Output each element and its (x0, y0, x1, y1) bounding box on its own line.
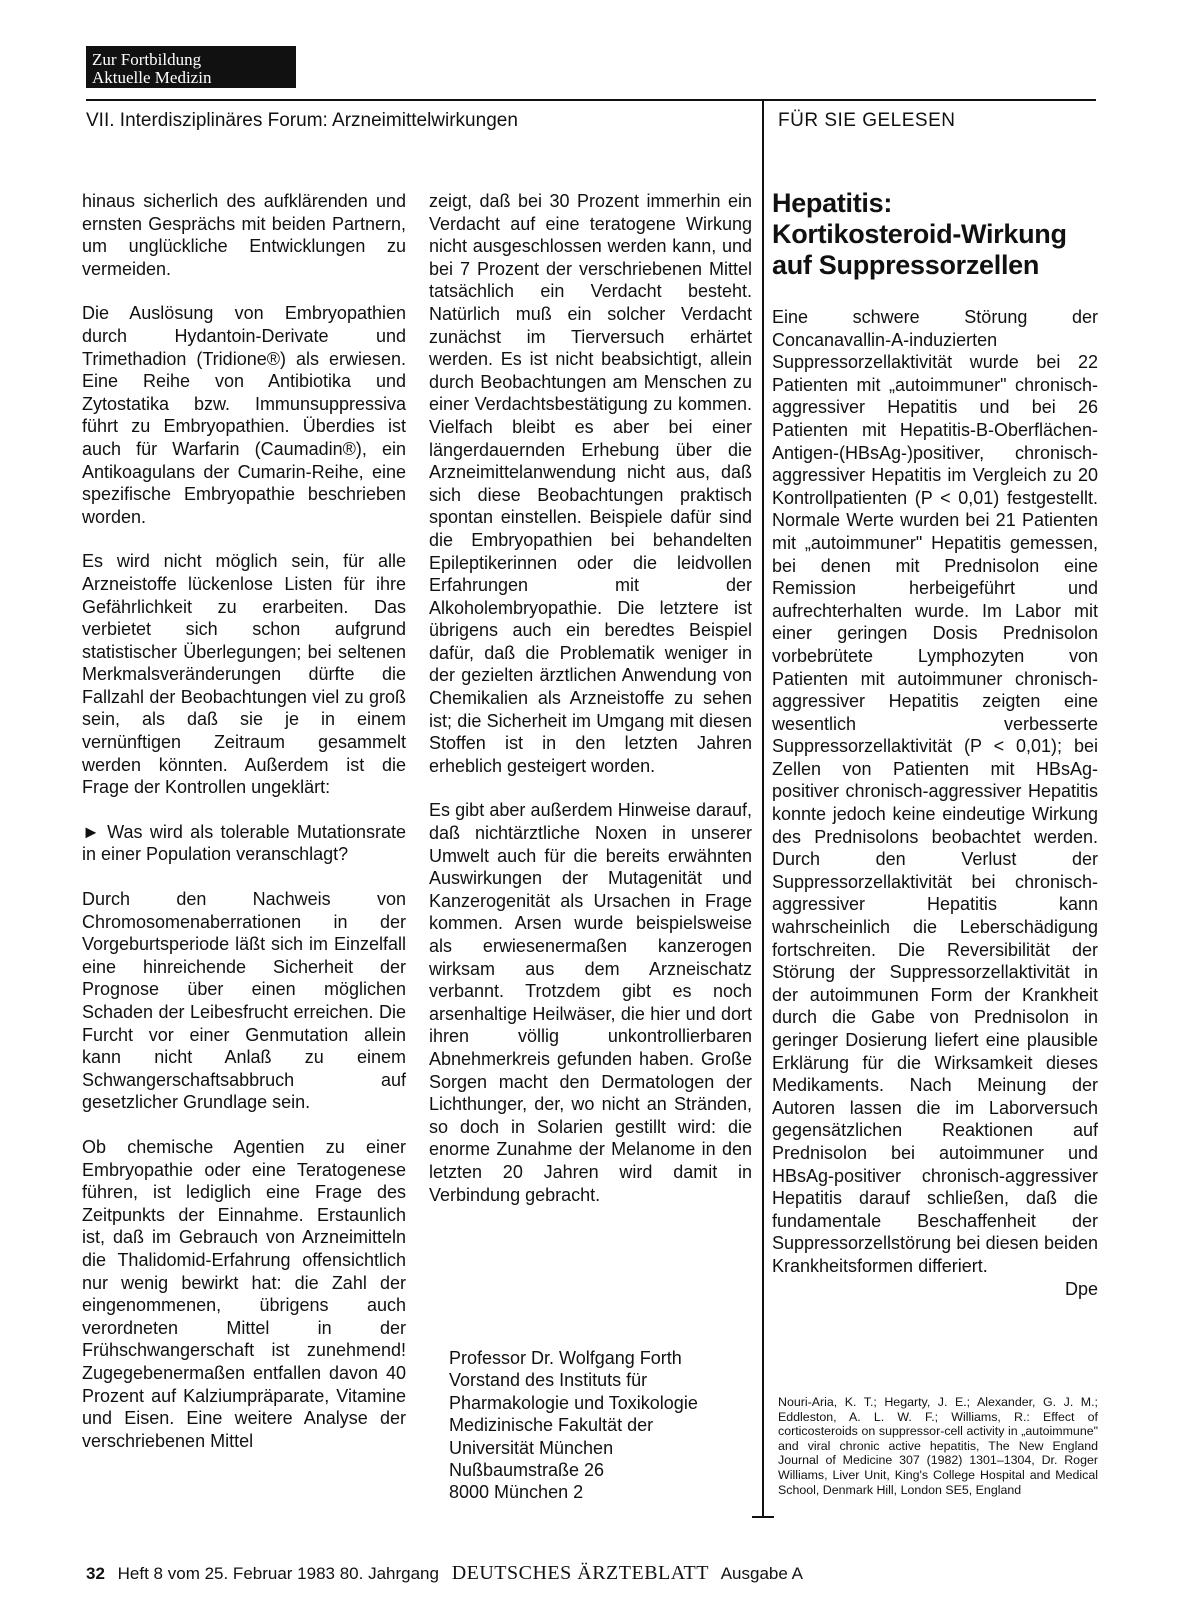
paragraph: hinaus sicherlich des aufklärenden und ernsten Gesprächs mit beiden Partnern, um unglückliche Entwicklungen zu vermeiden. (82, 191, 406, 279)
section-tag-line2: Aktuelle Medizin (92, 68, 212, 87)
article-column-2 (429, 190, 752, 1228)
section-tag (86, 46, 296, 88)
edition: Ausgabe A (720, 1564, 803, 1583)
address-line: 8000 München 2 (449, 1482, 584, 1503)
journal-name: DEUTSCHES ÄRZTEBLATT (451, 1562, 709, 1584)
headline-line: Hepatitis: (772, 188, 893, 218)
sidebar-headline (772, 188, 1098, 281)
address-line: Medizinische Fakultät der (449, 1415, 654, 1436)
address-line: Universität München (449, 1437, 614, 1458)
forum-title: VII. Interdisziplinäres Forum: Arzneimittelwirkungen (86, 110, 518, 131)
page-number: 32 (86, 1564, 105, 1583)
question-paragraph: ► Was wird als tolerable Mutationsrate in einer Population veranschlagt? (82, 821, 406, 865)
sidebar-column (772, 306, 1098, 1300)
address-line: Professor Dr. Wolfgang Forth (449, 1348, 682, 1368)
address-line: Pharmakologie und Toxikologie (449, 1392, 698, 1413)
author-address (449, 1347, 759, 1504)
headline-line: Kortikosteroid-Wirkung (772, 219, 1067, 249)
column-divider (762, 100, 764, 1518)
article-column-1 (82, 190, 406, 1474)
column-divider-end (752, 1516, 774, 1518)
issue-info: Heft 8 vom 25. Februar 1983 80. Jahrgang (117, 1564, 439, 1583)
page-footer (86, 1562, 803, 1585)
address-line: Vorstand des Instituts für (449, 1370, 648, 1391)
sidebar-body: Eine schwere Störung der Concanavallin-A-induzierten Suppressorzellaktivität wurde bei 22 Patienten mit „autoimmuner" chronisch-aggressiver Hepatitis und bei 26 Patienten mit Hepatitis-B-Oberflächen-Antigen-(HBsAg-)positiver, chronisch-aggressiver Hepatitis im Vergleich zu 20 Kontrollpatienten (P < 0,01) festgestellt. Normale Werte wurden bei 21 Patienten mit „autoimmuner" Hepatitis gemessen, bei denen mit Prednisolon eine Remission herbeigeführt und aufrechterhalten wurde. Im Labor mit einer geringen Dosis Prednisolon vorbebrütete Lymphozyten von Patienten mit autoimmuner chronisch-aggressiver Hepatitis zeigten eine wesentlich verbesserte Suppressorzellaktivität (P < 0,01); bei Zellen von Patienten mit HBsAg-positiver chronisch-aggressiver Hepatitis konnte jedoch keine eindeutige Wirkung des Prednisolons beobachtet werden. Durch den Verlust der Suppressorzellaktivität bei chronisch-aggressiver Hepatitis kann wahrscheinlich die Leberschädigung fortschreiten. Die Reversibilität der Störung der Suppressorzellaktivität in der autoimmunen Form der Krankheit durch die Gabe von Prednisolon in geringer Dosierung liefert eine plausible Erklärung für die Wirksamkeit dieses Medikaments. Nach Meinung der Autoren lassen die im Laborversuch gegensätzlichen Reaktionen auf Prednisolon bei autoimmuner und HBsAg-positiver chronisch-aggressiver Hepatitis darauf schließen, daß die fundamentale Beschaffenheit der Suppressorzellstörung bei diesen beiden Krankheitsformen differiert. (772, 307, 1098, 1276)
section-label: FÜR SIE GELESEN (778, 110, 956, 131)
headline-line: auf Suppressorzellen (772, 250, 1040, 280)
sidebar-reference: Nouri-Aria, K. T.; Hegarty, J. E.; Alexander, G. J. M.; Eddleston, A. L. W. F.; Williams, R.: Effect of corticosteroids on suppressor-cell activity in „autoimmune" and viral chronic active hepatitis, The New England Journal of Medicine 307 (1982) 1301–1304, Dr. Roger Williams, Liver Unit, King's College Hospital and Medical School, Denmark Hill, London SE5, England (778, 1395, 1098, 1497)
paragraph: Es gibt aber außerdem Hinweise darauf, daß nichtärztliche Noxen in unserer Umwelt auch für die bereits erwähnten Auswirkungen der Mutagenität und Kanzerogenität als Ursachen in Frage kommen. Arsen wurde beispielsweise als erwiesenermaßen kanzerogen wirksam aus dem Arzneischatz verbannt. Trotzdem gibt es noch arsenhaltige Heilwäser, die hier und dort ihren völlig unkontrollierbaren Abnehmerkreis gefunden haben. Große Sorgen macht den Dermatologen der Lichthunger, der, wo nicht an Stränden, so doch in Solarien gestillt wird: die enorme Zunahme der Melanome in den letzten 20 Jahren wird damit in Verbindung gebracht. (429, 800, 752, 1205)
paragraph: Ob chemische Agentien zu einer Embryopathie oder eine Teratogenese führen, ist lediglich eine Frage des Zeitpunkts der Einnahme. Erstaunlich ist, daß im Gebrauch von Arzneimitteln die Thalidomid-Erfahrung offensichtlich nur wenig bewirkt hat: die Zahl der eingenommenen, übrigens auch verordneten Mittel in der Frühschwangerschaft ist zunehmend! Zugegebenermaßen entfallen davon 40 Prozent auf Kalziumpräparate, Vitamine und Eisen. Eine weitere Analyse der verschriebenen Mittel (82, 1136, 406, 1451)
paragraph: zeigt, daß bei 30 Prozent immerhin ein Verdacht auf eine teratogene Wirkung nicht ausgeschlossen werden kann, und bei 7 Prozent der verschriebenen Mittel tatsächlich ein Verdacht besteht. Natürlich muß ein solcher Verdacht zunächst im Tierversuch erhärtet werden. Es ist nicht beabsichtigt, allein durch Beobachtungen am Menschen zu einer Verdachtsbestätigung zu kommen. Vielfach bleibt es aber bei einer längerdauernden Erhebung über die Arzneimittelanwendung nicht aus, daß sich diese Beobachtungen praktisch spontan einstellen. Beispiele dafür sind die Embryopathien bei behandelten Epileptikerinnen oder die leidvollen Erfahrungen mit der Alkoholembryopathie. Die letztere ist übrigens auch ein beredtes Beispiel dafür, daß die Problematik weniger in der gezielten ärztlichen Anwendung von Chemikalien als Arzneistoffe zu sehen ist; die Sicherheit im Umgang mit diesen Stoffen ist in den letzten Jahren erheblich gesteigert worden. (429, 191, 752, 776)
section-tag-line1: Zur Fortbildung (92, 50, 202, 69)
paragraph: Durch den Nachweis von Chromosomenaberrationen in der Vorgeburtsperiode läßt sich im Einzelfall eine hinreichende Sicherheit der Prognose über einen möglichen Schaden der Leibesfrucht erreichen. Die Furcht vor einer Genmutation allein kann nicht Anlaß zu einem Schwangerschaftsabbruch auf gesetzlicher Grundlage sein. (82, 889, 406, 1113)
paragraph: Es wird nicht möglich sein, für alle Arzneistoffe lückenlose Listen für ihre Gefährlichkeit zu erarbeiten. Das verbietet sich schon aufgrund statistischer Überlegungen; bei seltenen Merkmalsveränderungen dürfte die Fallzahl der Beobachtungen viel zu groß sein, als daß sie je in einem vernünftigen Zeitraum gesammelt werden könnten. Außerdem ist die Frage der Kontrollen ungeklärt: (82, 551, 406, 798)
paragraph: Die Auslösung von Embryopathien durch Hydantoin-Derivate und Trimethadion (Tridione®) als erwiesen. Eine Reihe von Antibiotika und Zytostatika bzw. Immunsuppressiva führt zu Embryopathien. Überdies ist auch für Warfarin (Caumadin®), ein Antikoagulans der Cumarin-Reihe, eine spezifische Embryopathie beschrieben worden. (82, 303, 406, 527)
top-rule (86, 99, 1096, 101)
address-line: Nußbaumstraße 26 (449, 1460, 605, 1481)
sidebar-signoff: Dpe (1064, 1278, 1098, 1299)
